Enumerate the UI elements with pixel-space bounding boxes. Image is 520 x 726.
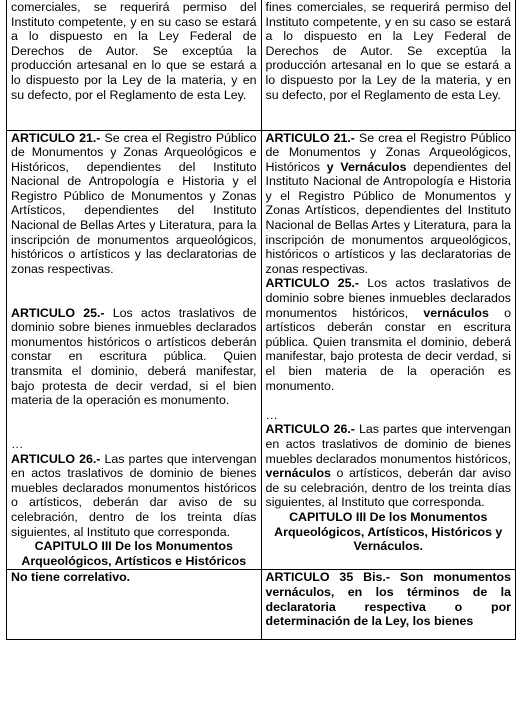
ellipsis: …: [265, 407, 278, 422]
article-text: Se crea el Registro Público de Monumentos y Zonas Arqueológicos, Históricos: [265, 130, 511, 174]
table-row: [7, 130, 516, 570]
article-heading: ARTICULO 21.-: [265, 130, 355, 145]
left-cell: [7, 130, 262, 570]
left-cell: [7, 0, 262, 130]
amendment-text: y Vernáculos: [326, 159, 407, 174]
amendment-text: vernáculos: [265, 466, 331, 481]
article-text: Los actos traslativos de dominio sobre bienes inmuebles declarados monumentos históricos,: [265, 276, 511, 320]
article-heading: ARTICULO 25.-: [265, 276, 360, 291]
paragraph: comerciales, se requerirá permiso del Instituto competente, y en su caso se estará a lo dispuesto en la Ley Federal de Derechos de Autor. Se exceptúa la producción artesanal en lo que se estará a lo dispuesto por la Ley de la materia, y en su defecto, por el Reglamento de esta Ley.: [11, 0, 257, 102]
chapter-heading: CAPITULO III De los Monumentos Arqueológicos, Artísticos e Históricos: [21, 539, 247, 568]
paragraph: No tiene correlativo.: [11, 570, 131, 585]
ellipsis: …: [11, 436, 24, 451]
article-21: [11, 131, 257, 277]
article-text: Los actos traslativos de dominio sobre bienes inmuebles declarados monumentos históricos o artísticos deberán constar en escritura pública. Quien transmita el dominio, deberá manifestar, bajo protesta de decir verdad, si el bien materia de la operación es monumento.: [11, 305, 257, 408]
right-cell: [261, 570, 516, 640]
comparison-table: [6, 0, 516, 640]
article-heading: ARTICULO 21.-: [11, 130, 101, 145]
spacer: [11, 422, 257, 437]
spacer: [11, 408, 257, 423]
article-25: [11, 306, 257, 408]
table-row: [7, 570, 516, 640]
article-text: o artísticos, deberán dar aviso de su celebración, dentro de los treinta días siguientes, al Instituto que corresponda.: [265, 466, 511, 510]
spacer: [266, 393, 512, 408]
spacer: [11, 276, 257, 291]
right-cell: [261, 0, 516, 130]
article-35-bis: ARTICULO 35 Bis.- Son monumentos vernáculos, en los términos de la declaratoria respectiva o por determinación de la Ley, los bienes: [265, 570, 511, 629]
spacer: [11, 291, 257, 306]
article-heading: ARTICULO 26.-: [11, 451, 101, 466]
article-text: dependientes del Instituto Nacional de Antropología e Historia y el Registro Público de Monumentos y Zonas Artísticos, dependientes del Instituto Nacional de Bellas Artes y Literatura, para la inscripción de monumentos arqueológicos, históricos o artísticos y las declaratorias de zonas respectivas.: [265, 159, 511, 276]
article-26: [11, 452, 257, 540]
article-text: Las partes que intervengan en actos traslativos de dominio de bienes muebles declarados monumentos históricos o artísticos, deberán dar aviso de su celebración, dentro de los treinta días siguientes, al Instituto que corresponda.: [11, 451, 257, 539]
right-cell: [261, 130, 516, 570]
chapter-heading: CAPITULO III De los Monumentos Arqueológicos, Artísticos, Históricos y Vernáculos.: [274, 509, 503, 554]
article-text: Las partes que intervengan en actos traslativos de dominio de bienes muebles declarados monumentos históricos,: [265, 422, 511, 466]
article-heading: ARTICULO 25.-: [11, 305, 105, 320]
article-21: [266, 131, 512, 277]
article-text: o artísticos deberán constar en escritura pública. Quien transmita el dominio, deberá manifestar, bajo protesta de decir verdad, si el bien materia de la operación es monumento.: [265, 305, 511, 393]
article-25: [266, 276, 512, 393]
left-cell: [7, 570, 262, 640]
amendment-text: vernáculos: [423, 305, 489, 320]
article-text: Se crea el Registro Público de Monumentos y Zonas Arqueológicos e Históricos, dependientes del Instituto Nacional de Antropología e Historia y el Registro Público de Monumentos y Zonas Artísticos, dependientes del Instituto Nacional de Bellas Artes y Literatura, para la inscripción de monumentos arqueológicos, históricos o artísticos y las declaratorias de zonas respectivas.: [11, 130, 257, 276]
table-row: [7, 0, 516, 130]
article-heading: ARTICULO 26.-: [265, 422, 355, 437]
article-26: [266, 422, 512, 510]
paragraph: fines comerciales, se requerirá permiso del Instituto competente, y en su caso se estará a lo dispuesto en la Ley Federal de Derechos de Autor. Se exceptúa la producción artesanal en lo que se estará a lo dispuesto por la Ley de la materia, y en su defecto, por el Reglamento de esta Ley.: [265, 0, 511, 102]
